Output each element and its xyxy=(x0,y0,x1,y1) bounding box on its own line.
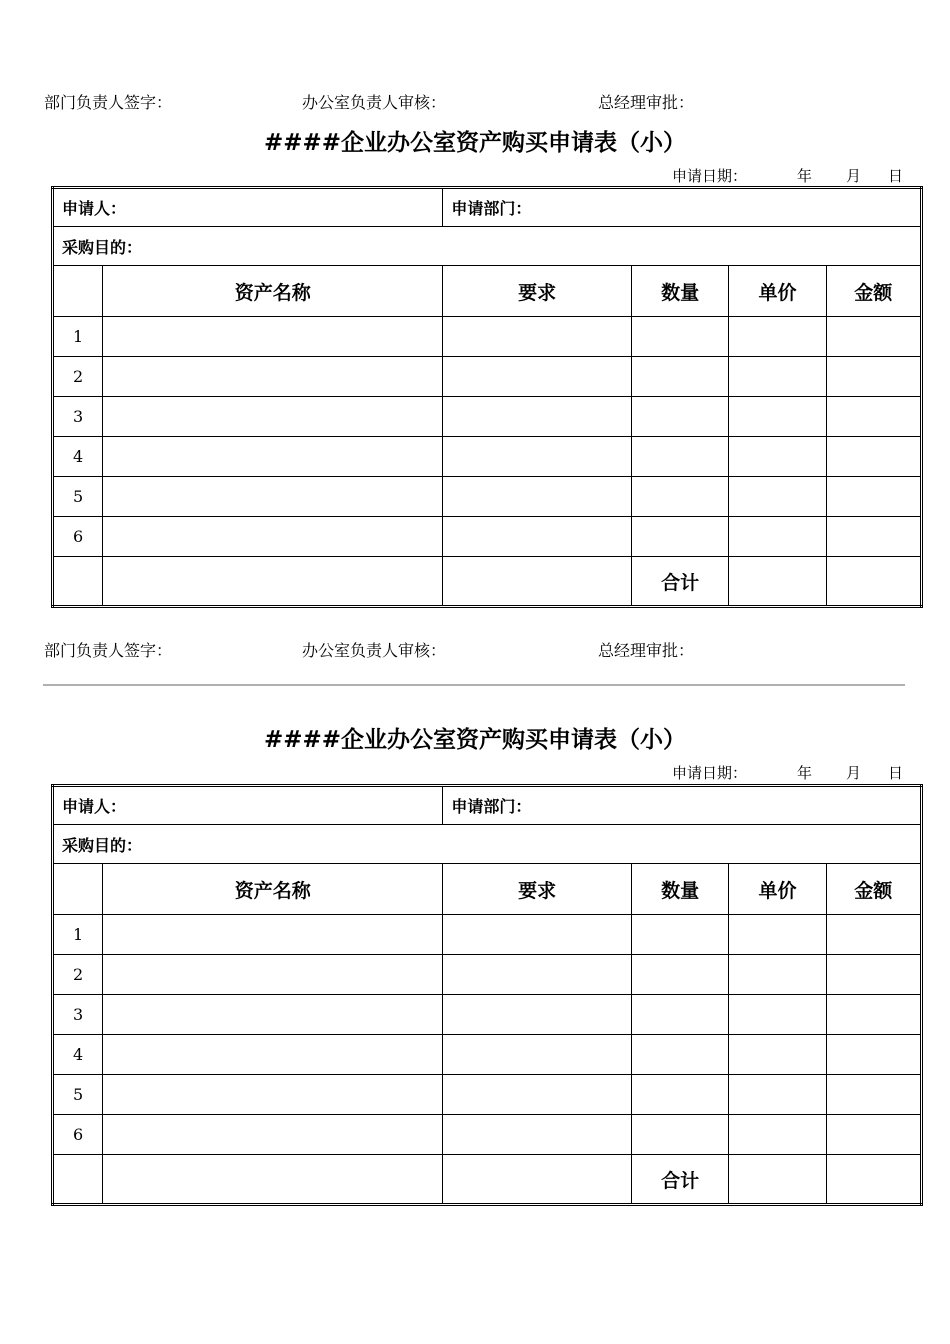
date-line-1 xyxy=(0,165,950,187)
col-header-index xyxy=(53,864,103,915)
table-row xyxy=(53,955,922,995)
total-amount-cell[interactable] xyxy=(826,1155,921,1205)
applicant-field[interactable] xyxy=(53,188,443,227)
row-number: 3 xyxy=(53,995,103,1035)
asset-name-cell[interactable] xyxy=(103,317,443,357)
quantity-cell[interactable] xyxy=(631,397,728,437)
table-row xyxy=(53,915,922,955)
amount-cell[interactable] xyxy=(826,357,921,397)
applicant-field[interactable] xyxy=(53,786,443,825)
purpose-row xyxy=(53,227,922,266)
amount-cell[interactable] xyxy=(826,955,921,995)
total-row xyxy=(53,1155,922,1205)
unit-price-cell[interactable] xyxy=(729,477,826,517)
year-label: 年 xyxy=(797,167,813,185)
total-unit-price-cell[interactable] xyxy=(729,1155,826,1205)
asset-name-cell[interactable] xyxy=(103,1115,443,1155)
quantity-cell[interactable] xyxy=(631,955,728,995)
table-row xyxy=(53,1075,922,1115)
requirement-cell[interactable] xyxy=(443,397,632,437)
year-label: 年 xyxy=(797,764,813,782)
total-unit-price-cell[interactable] xyxy=(729,557,826,607)
asset-name-cell[interactable] xyxy=(103,955,443,995)
col-header-unit-price: 单价 xyxy=(729,266,826,317)
asset-name-cell[interactable] xyxy=(103,915,443,955)
row-number: 2 xyxy=(53,357,103,397)
asset-name-cell[interactable] xyxy=(103,1075,443,1115)
unit-price-cell[interactable] xyxy=(729,437,826,477)
requirement-cell[interactable] xyxy=(443,477,632,517)
signature-line-top xyxy=(0,90,950,114)
unit-price-cell[interactable] xyxy=(729,915,826,955)
asset-name-cell[interactable] xyxy=(103,477,443,517)
department-field[interactable] xyxy=(443,786,922,825)
total-blank-cell xyxy=(53,1155,103,1205)
application-form-table-1 xyxy=(51,186,923,608)
total-blank-cell xyxy=(443,1155,632,1205)
unit-price-cell[interactable] xyxy=(729,1075,826,1115)
table-row xyxy=(53,517,922,557)
amount-cell[interactable] xyxy=(826,1035,921,1075)
col-header-amount: 金额 xyxy=(826,864,921,915)
purpose-field[interactable] xyxy=(53,227,922,266)
row-number: 3 xyxy=(53,397,103,437)
applicant-row xyxy=(53,786,922,825)
total-blank-cell xyxy=(443,557,632,607)
office-head-review-label: 办公室负责人审核： xyxy=(302,93,447,112)
quantity-cell[interactable] xyxy=(631,437,728,477)
applicant-label: 申请人： xyxy=(62,797,127,816)
requirement-cell[interactable] xyxy=(443,357,632,397)
requirement-cell[interactable] xyxy=(443,317,632,357)
total-amount-cell[interactable] xyxy=(826,557,921,607)
purpose-row xyxy=(53,825,922,864)
requirement-cell[interactable] xyxy=(443,1115,632,1155)
col-header-asset-name: 资产名称 xyxy=(103,266,443,317)
amount-cell[interactable] xyxy=(826,1115,921,1155)
asset-name-cell[interactable] xyxy=(103,1035,443,1075)
amount-cell[interactable] xyxy=(826,995,921,1035)
total-label: 合计 xyxy=(631,1155,728,1205)
requirement-cell[interactable] xyxy=(443,517,632,557)
gm-approval-label: 总经理审批： xyxy=(598,641,695,660)
form-title-1: ####企业办公室资产购买申请表（小） xyxy=(263,130,687,156)
unit-price-cell[interactable] xyxy=(729,517,826,557)
form-title-2: ####企业办公室资产购买申请表（小） xyxy=(263,727,687,753)
unit-price-cell[interactable] xyxy=(729,317,826,357)
table-row xyxy=(53,1035,922,1075)
date-line-2 xyxy=(0,762,950,784)
total-blank-cell xyxy=(103,1155,443,1205)
amount-cell[interactable] xyxy=(826,915,921,955)
month-label: 月 xyxy=(846,167,862,185)
row-number: 2 xyxy=(53,955,103,995)
unit-price-cell[interactable] xyxy=(729,955,826,995)
table-row xyxy=(53,1115,922,1155)
quantity-cell[interactable] xyxy=(631,1035,728,1075)
day-label: 日 xyxy=(888,167,904,185)
department-label: 申请部门： xyxy=(451,797,532,816)
col-header-requirement: 要求 xyxy=(443,864,632,915)
table-row xyxy=(53,477,922,517)
row-number: 5 xyxy=(53,477,103,517)
month-label: 月 xyxy=(846,764,862,782)
row-number: 5 xyxy=(53,1075,103,1115)
dept-head-signature-label: 部门负责人签字： xyxy=(44,93,173,112)
asset-name-cell[interactable] xyxy=(103,397,443,437)
asset-name-cell[interactable] xyxy=(103,995,443,1035)
row-number: 6 xyxy=(53,1115,103,1155)
unit-price-cell[interactable] xyxy=(729,357,826,397)
quantity-cell[interactable] xyxy=(631,317,728,357)
table-row xyxy=(53,995,922,1035)
table-row xyxy=(53,397,922,437)
unit-price-cell[interactable] xyxy=(729,995,826,1035)
unit-price-cell[interactable] xyxy=(729,397,826,437)
requirement-cell[interactable] xyxy=(443,1075,632,1115)
requirement-cell[interactable] xyxy=(443,955,632,995)
table-row xyxy=(53,317,922,357)
requirement-cell[interactable] xyxy=(443,995,632,1035)
col-header-index xyxy=(53,266,103,317)
row-number: 4 xyxy=(53,437,103,477)
gm-approval-label: 总经理审批： xyxy=(598,93,695,112)
amount-cell[interactable] xyxy=(826,437,921,477)
row-number: 4 xyxy=(53,1035,103,1075)
col-header-amount: 金额 xyxy=(826,266,921,317)
amount-cell[interactable] xyxy=(826,397,921,437)
row-number: 6 xyxy=(53,517,103,557)
quantity-cell[interactable] xyxy=(631,357,728,397)
total-blank-cell xyxy=(53,557,103,607)
unit-price-cell[interactable] xyxy=(729,1035,826,1075)
office-head-review-label: 办公室负责人审核： xyxy=(302,641,447,660)
purpose-label: 采购目的： xyxy=(62,835,143,855)
quantity-cell[interactable] xyxy=(631,995,728,1035)
header-row xyxy=(53,864,922,915)
requirement-cell[interactable] xyxy=(443,1035,632,1075)
department-label: 申请部门： xyxy=(451,199,532,218)
quantity-cell[interactable] xyxy=(631,915,728,955)
row-number: 1 xyxy=(53,317,103,357)
department-field[interactable] xyxy=(443,188,922,227)
table-row xyxy=(53,357,922,397)
total-label: 合计 xyxy=(631,557,728,607)
signature-line-middle xyxy=(0,638,950,662)
purpose-field[interactable] xyxy=(53,825,922,864)
col-header-asset-name: 资产名称 xyxy=(103,864,443,915)
quantity-cell[interactable] xyxy=(631,1115,728,1155)
total-blank-cell xyxy=(103,557,443,607)
application-form-table-2 xyxy=(51,784,923,1206)
asset-name-cell[interactable] xyxy=(103,517,443,557)
requirement-cell[interactable] xyxy=(443,437,632,477)
table-row xyxy=(53,437,922,477)
quantity-cell[interactable] xyxy=(631,1075,728,1115)
quantity-cell[interactable] xyxy=(631,517,728,557)
applicant-row xyxy=(53,188,922,227)
total-row xyxy=(53,557,922,607)
amount-cell[interactable] xyxy=(826,1075,921,1115)
day-label: 日 xyxy=(888,764,904,782)
dept-head-signature-label: 部门负责人签字： xyxy=(44,641,173,660)
row-number: 1 xyxy=(53,915,103,955)
col-header-requirement: 要求 xyxy=(443,266,632,317)
col-header-quantity: 数量 xyxy=(631,864,728,915)
requirement-cell[interactable] xyxy=(443,915,632,955)
quantity-cell[interactable] xyxy=(631,477,728,517)
unit-price-cell[interactable] xyxy=(729,1115,826,1155)
col-header-quantity: 数量 xyxy=(631,266,728,317)
amount-cell[interactable] xyxy=(826,477,921,517)
applicant-label: 申请人： xyxy=(62,199,127,218)
col-header-unit-price: 单价 xyxy=(729,864,826,915)
asset-name-cell[interactable] xyxy=(103,437,443,477)
amount-cell[interactable] xyxy=(826,517,921,557)
date-label: 申请日期： xyxy=(672,167,748,185)
header-row xyxy=(53,266,922,317)
amount-cell[interactable] xyxy=(826,317,921,357)
purpose-label: 采购目的： xyxy=(62,237,143,257)
page-divider xyxy=(43,684,905,686)
asset-name-cell[interactable] xyxy=(103,357,443,397)
date-label: 申请日期： xyxy=(672,764,748,782)
